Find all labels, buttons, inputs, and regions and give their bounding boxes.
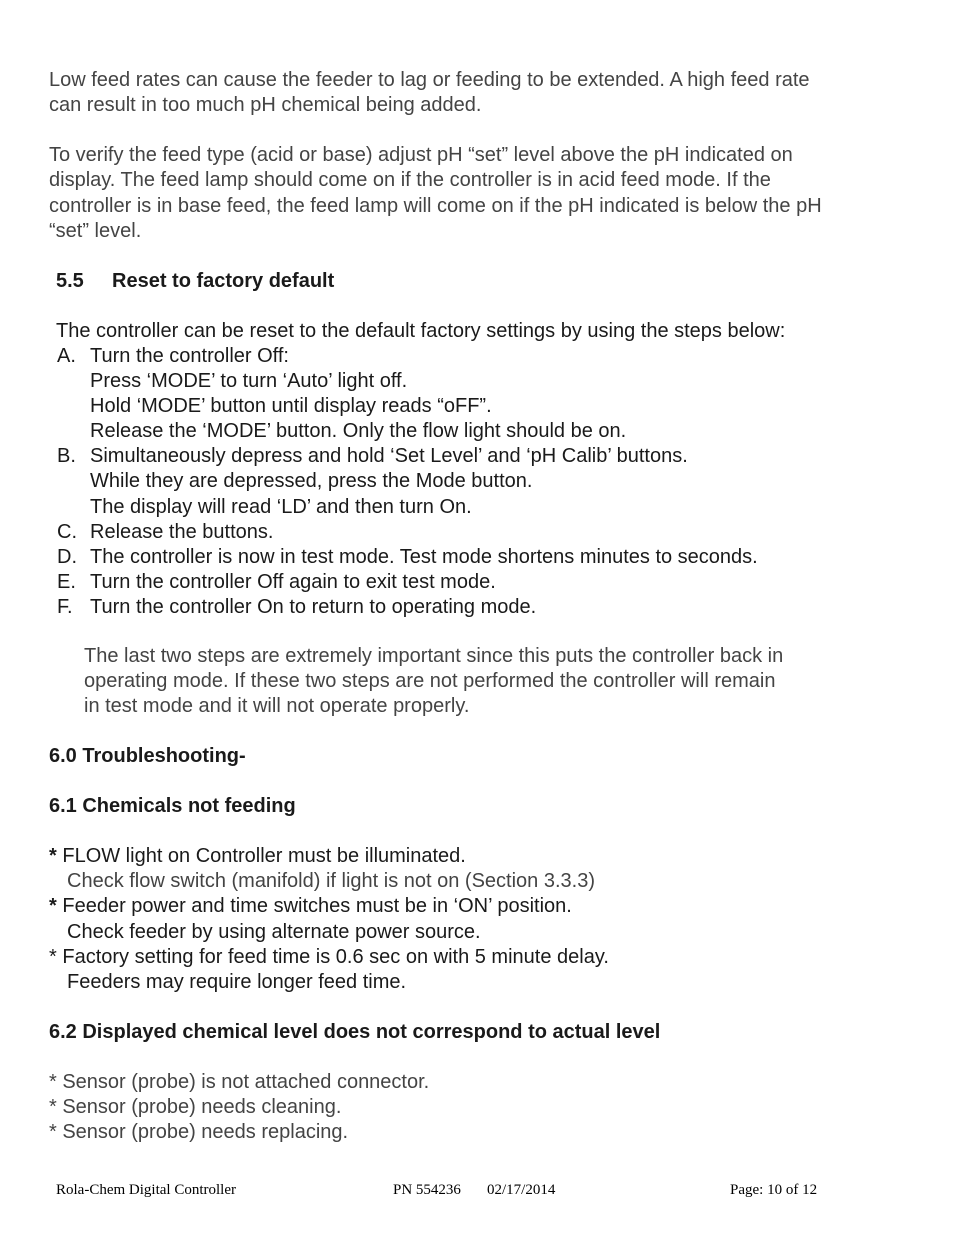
- footer-part-number: PN 554236: [393, 1182, 461, 1198]
- step-b-label: B.: [57, 445, 76, 467]
- intro-para2-line3: controller is in base feed, the feed lamp will come on if the pH indicated is below the pH: [49, 195, 822, 217]
- step-c-line1: Release the buttons.: [90, 521, 274, 543]
- step-b-line2: While they are depressed, press the Mode button.: [90, 470, 533, 492]
- step-d-line1: The controller is now in test mode. Test mode shortens minutes to seconds.: [90, 546, 758, 568]
- note-line3: in test mode and it will not operate properly.: [84, 695, 470, 717]
- note-line2: operating mode. If these two steps are not performed the controller will remain: [84, 670, 776, 692]
- footer-product: Rola-Chem Digital Controller: [56, 1182, 236, 1198]
- section-5-5-number: 5.5: [56, 270, 84, 292]
- intro-para1-line1: Low feed rates can cause the feeder to lag or feeding to be extended. A high feed rate: [49, 69, 810, 91]
- section-6-2-title: 6.2 Displayed chemical level does not correspond to actual level: [49, 1021, 661, 1043]
- section-6-0-title: 6.0 Troubleshooting-: [49, 745, 246, 767]
- intro-para2-line1: To verify the feed type (acid or base) adjust pH “set” level above the pH indicated on: [49, 144, 793, 166]
- sensor-item-2: * Sensor (probe) needs cleaning.: [49, 1096, 342, 1118]
- step-a-label: A.: [57, 345, 76, 367]
- trouble-item-1-sub: Check flow switch (manifold) if light is not on (Section 3.3.3): [67, 870, 595, 892]
- intro-para2-line4: “set” level.: [49, 220, 142, 242]
- bullet: *: [49, 895, 57, 917]
- bullet: *: [49, 946, 57, 968]
- step-b-line1: Simultaneously depress and hold ‘Set Level’ and ‘pH Calib’ buttons.: [90, 445, 688, 467]
- sensor-item-1: * Sensor (probe) is not attached connector.: [49, 1071, 430, 1093]
- step-b-line3: The display will read ‘LD’ and then turn On.: [90, 496, 472, 518]
- trouble-item-1-text: FLOW light on Controller must be illuminated.: [56, 845, 466, 867]
- trouble-item-3: [49, 945, 609, 970]
- step-f-line1: Turn the controller On to return to operating mode.: [90, 596, 537, 618]
- trouble-item-2-text: Feeder power and time switches must be in ‘ON’ position.: [56, 895, 572, 917]
- footer-date: 02/17/2014: [487, 1182, 556, 1198]
- step-c-label: C.: [57, 521, 77, 543]
- footer-page: Page: 10 of 12: [730, 1182, 818, 1198]
- section-5-5-lead: The controller can be reset to the default factory settings by using the steps below:: [56, 320, 786, 342]
- intro-para2-line2: display. The feed lamp should come on if the controller is in acid feed mode. If the: [49, 169, 771, 191]
- note-line1: The last two steps are extremely important since this puts the controller back in: [84, 645, 784, 667]
- intro-para1-line2: can result in too much pH chemical being added.: [49, 94, 482, 116]
- step-f-label: F.: [57, 596, 73, 618]
- section-6-1-title: 6.1 Chemicals not feeding: [49, 795, 296, 817]
- step-a-line3: Hold ‘MODE’ button until display reads “oFF”.: [90, 395, 492, 417]
- step-d-label: D.: [57, 546, 77, 568]
- sensor-item-3: * Sensor (probe) needs replacing.: [49, 1121, 349, 1143]
- trouble-item-2-sub: Check feeder by using alternate power source.: [67, 921, 481, 943]
- bullet: *: [49, 845, 57, 867]
- step-e-line1: Turn the controller Off again to exit test mode.: [90, 571, 496, 593]
- step-a-line1: Turn the controller Off:: [90, 345, 289, 367]
- step-a-line4: Release the ‘MODE’ button. Only the flow light should be on.: [90, 420, 627, 442]
- section-5-5-title: Reset to factory default: [112, 270, 335, 292]
- trouble-item-3-sub: Feeders may require longer feed time.: [67, 971, 407, 993]
- step-a-line2: Press ‘MODE’ to turn ‘Auto’ light off.: [90, 370, 408, 392]
- step-e-label: E.: [57, 571, 76, 593]
- trouble-item-3-text: Factory setting for feed time is 0.6 sec on with 5 minute delay.: [56, 946, 609, 968]
- trouble-item-1: [49, 844, 466, 869]
- trouble-item-2: [49, 894, 572, 919]
